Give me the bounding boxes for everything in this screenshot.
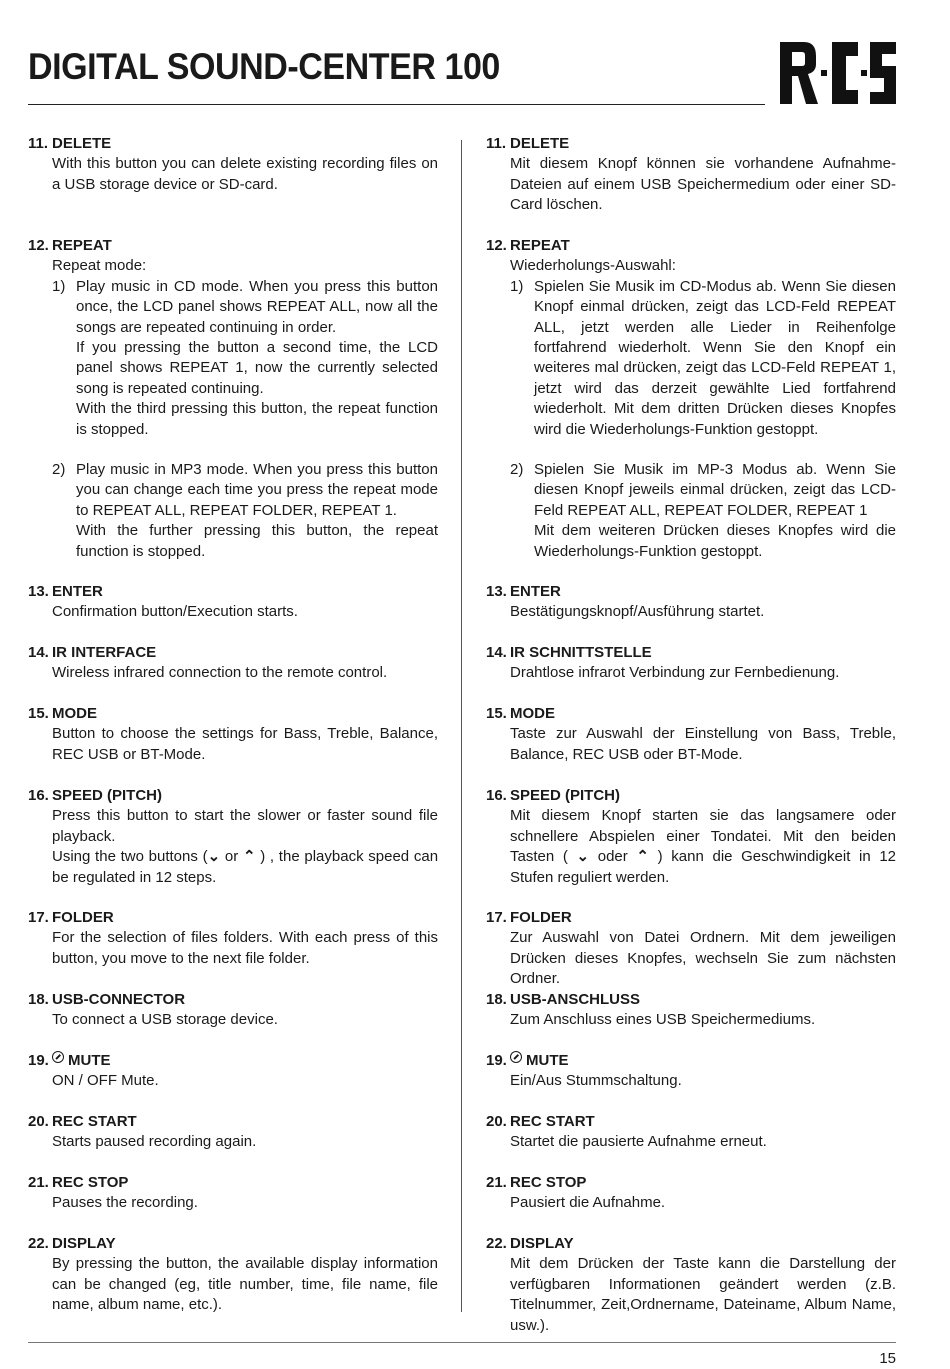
item-number: 16. [28,787,49,804]
item-text: Zur Auswahl von Datei Ordnern. Mit dem jeweiligen Drücken dieses Knopfes, wechseln Sie zum nächsten Ordner. [510,929,896,988]
item-number: 16. [486,787,507,804]
title-rule [28,104,765,105]
item-folder [486,908,896,990]
text-part: or [224,848,239,866]
item-number: 22. [28,1235,49,1252]
item-title: DISPLAY [510,1235,574,1252]
repeat-mp3-block [486,460,896,562]
item-text: Drahtlose infrarot Verbindung zur Fernbedienung. [510,664,840,682]
item-title: REPEAT [510,237,570,254]
item-text: Wireless infrared connection to the remote control. [52,664,388,682]
step-number: 2) [52,461,66,478]
item-ir-interface [486,643,896,684]
text-part: ) kann die Geschwindigkeit in 12 Stufen reguliert werden. [510,848,897,886]
step-text: Spielen Sie Musik im MP-3 Modus ab. Wenn Sie diesen Knopf jeweils einmal drücken, zeigt das LCD-Feld REPEAT ALL, REPEAT FOLDER, REPEAT 1 [534,461,896,519]
item-title: DELETE [510,135,570,152]
item-usb-anschluss [486,990,896,1031]
item-number: 13. [486,583,507,600]
mute-icon [510,1051,522,1063]
item-display [486,1234,896,1336]
item-mute [28,1051,438,1092]
item-text: Zum Anschluss eines USB Speichermediums. [510,1011,816,1029]
chevron-up-icon: ⌃ [242,848,256,866]
text-part: Mit diesem Knopf starten sie das langsamere oder schnellere Abspielen einer Tondatei. Mit den beiden Tasten ( [510,807,896,866]
item-title: SPEED (PITCH) [52,787,163,804]
item-repeat [28,236,438,440]
column-divider [461,140,462,1312]
item-number: 12. [28,237,49,254]
text-part: oder [597,848,628,866]
page-title: DIGITAL SOUND-CENTER 100 [28,46,500,87]
item-text: Mit dem Drücken der Taste kann die Darstellung der verfügbaren Informationen geändert werden (z.B. Titelnummer, Zeit,Ordnername, Dateiname, Album Name, usw.). [510,1255,896,1334]
item-title: MUTE [526,1052,569,1069]
item-number: 13. [28,583,49,600]
item-delete [28,134,438,195]
item-text: To connect a USB storage device. [52,1011,278,1029]
item-title: REC START [52,1113,137,1130]
text-part: Using the two buttons ( [52,848,208,866]
item-text: Button to choose the settings for Bass, Treble, Balance, REC USB or BT-Mode. [52,725,438,763]
item-text: Taste zur Auswahl der Einstellung von Bass, Treble, Balance, REC USB oder BT-Mode. [510,725,896,763]
item-title: IR SCHNITTSTELLE [510,644,652,661]
repeat-mp3-step [52,460,438,562]
item-number: 17. [28,909,49,926]
item-title: FOLDER [510,909,572,926]
item-number: 12. [486,237,507,254]
repeat-mp3-step [510,460,896,562]
step-text: Play music in CD mode. When you press this button once, the LCD panel shows REPEAT ALL, now all the songs are repeated continuing in order. [76,277,438,336]
chevron-down-icon: ⌄ [576,848,590,866]
item-title: FOLDER [52,909,114,926]
item-number: 11. [486,135,507,152]
item-enter [486,582,896,623]
step-number: 1) [510,277,524,295]
item-text: ON / OFF Mute. [52,1072,159,1090]
item-number: 15. [486,705,507,722]
item-number: 19. [28,1052,49,1069]
item-title: MODE [52,705,97,722]
step-text: Play music in MP3 mode. When you press this button you can change each time you press the repeat mode to REPEAT ALL, REPEAT FOLDER, REPEAT 1. [76,461,438,519]
item-number: 15. [28,705,49,722]
item-title: REC STOP [52,1174,129,1191]
item-title: DELETE [52,135,112,152]
item-title: SPEED (PITCH) [510,787,621,804]
item-text: With this button you can delete existing recording files on a USB storage device or SD-card. [52,155,438,193]
item-text: Startet die pausierte Aufnahme erneut. [510,1133,767,1151]
item-intro: Wiederholungs-Auswahl: [510,257,676,275]
repeat-cd-step [510,277,896,440]
item-text [52,847,438,888]
item-text: Confirmation button/Execution starts. [52,603,298,621]
item-title: ENTER [510,583,561,600]
item-title: REC START [510,1113,595,1130]
item-title: IR INTERFACE [52,644,157,661]
item-title: REPEAT [52,237,112,254]
item-text: By pressing the button, the available display information can be changed (eg, title number, time, file name, file name, album name, etc.). [52,1255,438,1314]
item-title: DISPLAY [52,1235,116,1252]
item-number: 22. [486,1235,507,1252]
chevron-up-icon: ⌃ [636,848,649,866]
item-display [28,1234,438,1316]
item-mode [486,704,896,765]
item-repeat [486,236,896,440]
item-speed [28,786,438,888]
item-number: 21. [486,1174,507,1191]
repeat-mp3-block [28,460,438,562]
mute-icon [52,1051,64,1063]
item-title: REC STOP [510,1174,587,1191]
item-text: Pauses the recording. [52,1194,198,1212]
item-mode [28,704,438,765]
item-number: 20. [28,1113,49,1130]
step-text: Spielen Sie Musik im CD-Modus ab. Wenn Sie diesen Knopf einmal drücken, zeigt das LCD-Feld REPEAT ALL, jetzt werden alle Lieder in Reihenfolge fortfahrend wiederholt. Wenn Sie den Knopf ein weiteres mal drücken, zeigt das LCD-Feld REPEAT 1, jetzt wird das derzeit gewählte Lied fortfahrend wiederholt. Mit dem dritten Drücken dieses Knopfes wird die Wiederholungs-Funktion gestoppt. [534,277,896,438]
item-number: 11. [28,135,49,152]
step-text: With the further pressing this button, the repeat function is stopped. [76,522,438,560]
chevron-down-icon: ⌄ [207,848,221,866]
item-text [510,806,896,888]
item-title: MUTE [68,1052,111,1069]
item-text: Pausiert die Aufnahme. [510,1194,666,1212]
text-part: ) , the playback speed can be regulated in 12 steps. [52,848,439,886]
step-text: Mit dem weiteren Drücken dieses Knopfes wird die Wiederholungs-Funktion gestoppt. [534,522,896,560]
item-number: 20. [486,1113,507,1130]
item-enter [28,582,438,623]
item-text: Mit diesem Knopf können sie vorhandene Aufnahme-Dateien auf einem USB Speichermedium oder einer SD-Card löschen. [510,155,896,214]
item-text: Ein/Aus Stummschaltung. [510,1072,682,1090]
step-text: If you pressing the button a second time, the LCD panel shows REPEAT 1, now the currently selected song is repeated continuing. [76,339,438,397]
item-folder [28,908,438,969]
item-mute [486,1051,896,1092]
item-title: USB-CONNECTOR [52,991,186,1008]
item-text: For the selection of files folders. With each press of this button, you move to the next file folder. [52,929,438,967]
page-number: 15 [879,1350,896,1367]
item-text: Starts paused recording again. [52,1133,257,1151]
rcs-logo [776,38,898,108]
item-title: USB-ANSCHLUSS [510,991,641,1008]
item-title: ENTER [52,583,103,600]
footer-rule [28,1342,896,1343]
item-ir-interface [28,643,438,684]
step-number: 1) [52,277,66,295]
item-rec-start [28,1112,438,1153]
item-speed [486,786,896,888]
item-number: 14. [486,644,507,661]
item-delete [486,134,896,216]
item-intro: Repeat mode: [52,257,147,275]
item-usb-connector [28,990,438,1031]
item-rec-stop [486,1173,896,1214]
item-number: 18. [28,991,49,1008]
step-number: 2) [510,461,524,478]
item-rec-start [486,1112,896,1153]
item-number: 18. [486,991,507,1008]
item-rec-stop [28,1173,438,1214]
item-number: 17. [486,909,507,926]
item-number: 19. [486,1052,507,1069]
item-number: 21. [28,1174,49,1191]
item-number: 14. [28,644,49,661]
repeat-cd-step [52,277,438,440]
step-text: With the third pressing this button, the repeat function is stopped. [76,400,438,438]
item-text: Bestätigungsknopf/Ausführung startet. [510,603,765,621]
item-text: Press this button to start the slower or faster sound file playback. [52,807,438,845]
item-title: MODE [510,705,555,722]
